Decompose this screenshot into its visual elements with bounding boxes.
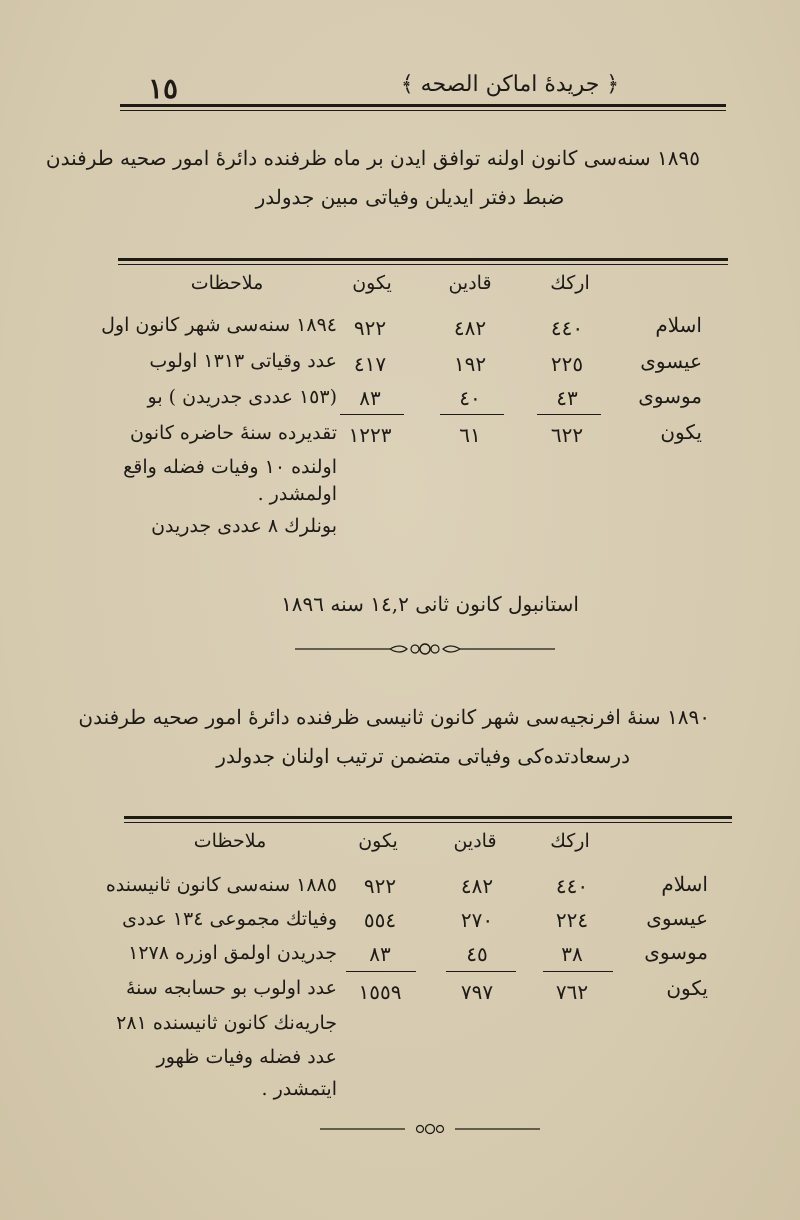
section1-table-top-rule [118, 258, 728, 265]
section2-total-male: ٧٦٢ [555, 980, 589, 1004]
section1-cell-female: ٤٨٢ [453, 316, 487, 340]
section2-note-line: ١٨٨٥ سنه‌سی كانون ثانيسنده [105, 874, 337, 896]
header-rule [120, 104, 726, 111]
section1-cell-female: ١٩٢ [453, 352, 487, 376]
section2-sum-rule-female [446, 971, 516, 972]
section2-cell-female: ٤٥ [466, 942, 488, 966]
section1-note-line: اولنده ١٠ وفيات فضله واقع [123, 456, 337, 478]
section2-total-label: يكون [666, 976, 708, 1000]
section1-row-label: اسلام [655, 313, 702, 337]
section2-cell-female: ٢٧٠ [460, 908, 494, 932]
section1-title-line2: ضبط دفتر ايديلن وفياتی مبين جدولدر [255, 185, 565, 209]
section2-cell-male: ٤٤٠ [555, 874, 589, 898]
section1-cell-male: ٤٣ [556, 386, 578, 410]
section1-sum-rule-male [537, 414, 601, 415]
section2-header-total: يكون [358, 830, 398, 852]
section1-cell-female: ٤٠ [459, 386, 481, 410]
section2-title-line1: ١٨٩٠ سنهٔ افرنجيه‌سی شهر كانون ثانيسی ظرفنده دائرهٔ امور صحيه طرفندن [78, 705, 710, 729]
section1-header-male: اركك [550, 272, 590, 294]
section2-cell-total: ٩٢٢ [363, 874, 397, 898]
section2-header-male: اركك [550, 830, 590, 852]
section1-row-label: عيسوی [640, 349, 702, 373]
section1-sum-rule-female [440, 414, 504, 415]
section1-note-line: تقديرده سنهٔ حاضره كانون [129, 422, 337, 444]
section2-note-line: جاريه‌نك كانون ثانيسنده ٢٨١ [116, 1012, 337, 1034]
section2-note-line: عدد اولوب بو حسابجه سنهٔ [125, 977, 337, 999]
section1-cell-male: ٤٤٠ [550, 316, 584, 340]
section1-total-label: يكون [660, 420, 702, 444]
section2-header-female: قادين [453, 830, 497, 852]
ornament-end-icon [320, 1122, 540, 1136]
section1-cell-total: ٩٢٢ [353, 316, 387, 340]
section2-total-total: ١٥٥٩ [358, 980, 402, 1004]
section2-note-line: جدريدن اولمق اوزره ١٢٧٨ [128, 942, 337, 964]
ornament-divider-icon [295, 640, 555, 658]
section2-total-female: ٧٩٧ [460, 980, 494, 1004]
section1-note-line: عدد وقياتی ١٣١٣ اولوب [149, 350, 337, 372]
section2-title-line2: درسعادتده‌كی وفياتی متضمن ترتيب اولنان جدولدر [216, 744, 630, 768]
section1-cell-male: ٢٢٥ [550, 352, 584, 376]
section1-header-total: يكون [352, 272, 392, 294]
section2-sum-rule-male [543, 971, 613, 972]
section2-row-label: اسلام [661, 872, 708, 896]
section1-cell-total: ٤١٧ [353, 352, 387, 376]
section2-note-line: ايتمشدر . [261, 1078, 337, 1100]
section1-total-male: ٦٢٢ [550, 423, 584, 447]
section1-total-total: ١٢٢٣ [348, 423, 392, 447]
section1-sum-rule-total [340, 414, 404, 415]
section1-note-line: اولمشدر . [257, 483, 337, 505]
section2-cell-total: ٥٥٤ [363, 908, 397, 932]
section1-header-female: قادين [448, 272, 492, 294]
section1-row-label: موسوی [638, 384, 702, 408]
section2-cell-male: ٣٨ [561, 942, 583, 966]
section1-total-female: ٦١ [459, 423, 481, 447]
section1-title-line1: ١٨٩٥ سنه‌سی كانون اولنه توافق ايدن بر ماه ظرفنده دائرهٔ امور صحيه طرفندن [45, 146, 700, 170]
section1-header-notes: ملاحظات [190, 272, 264, 294]
section2-sum-rule-total [346, 971, 416, 972]
section2-cell-male: ٢٢٤ [555, 908, 589, 932]
section1-note-line: بونلرك ٨ عددی جدريدن [151, 515, 337, 537]
page-number: ١٥ [148, 72, 179, 105]
section2-cell-female: ٤٨٢ [460, 874, 494, 898]
section2-note-line: عدد فضله وفيات ظهور [156, 1046, 337, 1068]
signature-line: استانبول كانون ثانی ١٤,٢ سنه ١٨٩٦ [281, 592, 579, 616]
section1-cell-total: ٨٣ [359, 386, 381, 410]
section2-row-label: عيسوی [646, 906, 708, 930]
running-title: ﴿ جريدهٔ اماكن الصحه ﴾ [400, 72, 620, 97]
section2-row-label: موسوی [644, 940, 708, 964]
section2-header-notes: ملاحظات [193, 830, 267, 852]
section1-note-line: ١٨٩٤ سنه‌سی شهر كانون اول [101, 314, 337, 336]
section2-note-line: وفياتك مجموعی ١٣٤ عددی [122, 908, 337, 930]
section2-cell-total: ٨٣ [369, 942, 391, 966]
section1-note-line: (١٥٣ عددی جدريدن ) بو [147, 386, 337, 408]
section2-table-top-rule [124, 816, 732, 823]
